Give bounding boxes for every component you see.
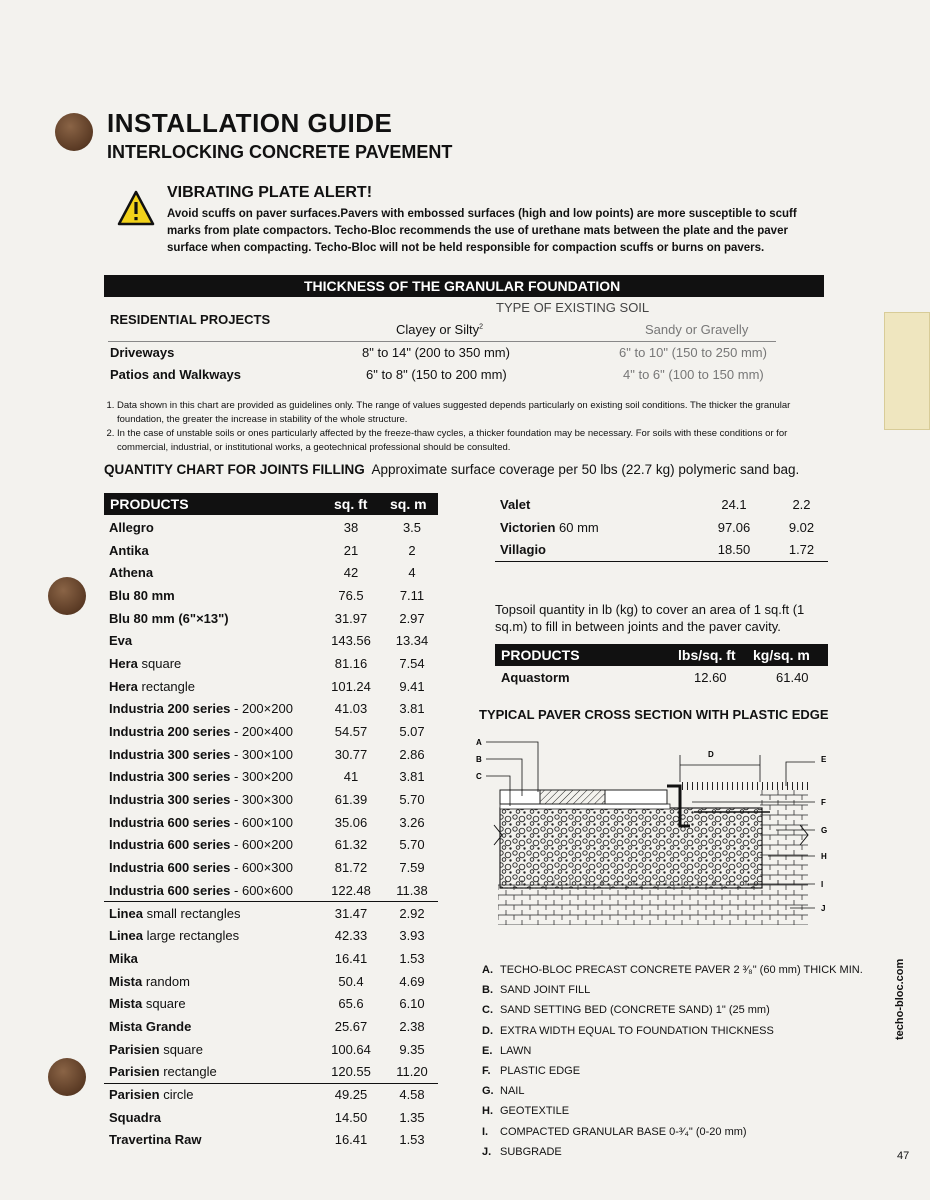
legend-value: TECHO-BLOC PRECAST CONCRETE PAVER 2 ³⁄₈" (60 mm) THICK MIN. bbox=[500, 964, 863, 976]
letter-h: H bbox=[821, 852, 827, 861]
table-row bbox=[104, 516, 438, 539]
sqm-value: 7.59 bbox=[399, 860, 425, 876]
sqft-value: 122.48 bbox=[331, 882, 371, 898]
binder-hole bbox=[48, 1058, 86, 1096]
product-name-bold: Victorien bbox=[500, 519, 556, 535]
legend-item bbox=[482, 1041, 863, 1061]
sqm-value: 3.81 bbox=[399, 769, 425, 785]
letter-j: J bbox=[821, 904, 826, 913]
table-row bbox=[104, 879, 438, 902]
products-header-label: PRODUCTS bbox=[110, 496, 189, 512]
sqm-value: 2.92 bbox=[386, 902, 438, 925]
cross-section-title: TYPICAL PAVER CROSS SECTION WITH PLASTIC EDGE bbox=[479, 707, 829, 722]
quantity-heading-title: QUANTITY CHART FOR JOINTS FILLING bbox=[104, 462, 365, 477]
sqm-value: 5.07 bbox=[399, 724, 425, 740]
foundation-notes bbox=[105, 399, 815, 455]
sqft-value: 31.97 bbox=[334, 610, 368, 626]
product-name-bold: Allegro bbox=[109, 519, 154, 535]
table-row bbox=[104, 1038, 438, 1061]
product-name-bold: Valet bbox=[500, 496, 531, 512]
sqm-value: 5.70 bbox=[399, 837, 425, 853]
driveways-clayey: 8" to 14" (200 to 350 mm) bbox=[362, 345, 510, 360]
product-name bbox=[104, 902, 316, 925]
legend-key: I. bbox=[482, 1125, 489, 1138]
legend-item bbox=[482, 1081, 863, 1101]
sqft-value: 61.39 bbox=[334, 792, 368, 808]
sqft-value: 38 bbox=[343, 519, 359, 535]
product-name bbox=[104, 698, 316, 721]
legend-value: NAIL bbox=[500, 1085, 525, 1098]
sqm-value: 2.97 bbox=[399, 610, 425, 626]
product-name bbox=[104, 675, 316, 698]
sqft-value: 120.55 bbox=[331, 1064, 371, 1080]
legend-item bbox=[482, 980, 863, 1000]
legend-key: D. bbox=[482, 1024, 493, 1037]
sqm-value: 7.54 bbox=[399, 655, 425, 671]
sqm-value: 9.35 bbox=[399, 1041, 425, 1057]
sqm-value: 13.34 bbox=[395, 633, 429, 649]
product-name-variant: square bbox=[142, 996, 186, 1012]
tab-sticker bbox=[884, 312, 930, 430]
residential-heading: RESIDENTIAL PROJECTS bbox=[110, 312, 271, 327]
product-name-bold: Linea bbox=[109, 928, 143, 944]
product-name-variant: rectangle bbox=[137, 678, 196, 694]
driveways-label: Driveways bbox=[110, 345, 175, 360]
quantity-heading-sub: Approximate surface coverage per 50 lbs (22.7 kg) polymeric sand bag. bbox=[371, 462, 800, 477]
table-row bbox=[104, 766, 438, 789]
product-name-variant: square bbox=[137, 655, 182, 671]
product-name bbox=[104, 607, 316, 630]
legend-key: J. bbox=[482, 1145, 492, 1158]
sqm-value: 4.69 bbox=[399, 973, 425, 989]
sqm-value: 2 bbox=[408, 542, 416, 558]
table-row bbox=[104, 584, 438, 607]
product-name-bold: Industria 600 series bbox=[109, 837, 231, 853]
table-row bbox=[104, 675, 438, 698]
product-name-bold: Parisien bbox=[109, 1087, 160, 1103]
table-row bbox=[104, 1129, 438, 1152]
product-name bbox=[104, 584, 316, 607]
legend-value: EXTRA WIDTH EQUAL TO FOUNDATION THICKNESS bbox=[500, 1024, 774, 1037]
lbs-header: lbs/sq. ft bbox=[678, 647, 736, 663]
sqft-value: 24.1 bbox=[721, 496, 747, 512]
product-name-bold: Hera bbox=[109, 678, 138, 694]
letter-e: E bbox=[821, 755, 827, 764]
sqft-value: 100.64 bbox=[331, 1041, 371, 1057]
table-row bbox=[104, 924, 438, 947]
product-name-variant: rectangle bbox=[159, 1064, 217, 1080]
products-header bbox=[104, 493, 438, 515]
foundation-bar-title: THICKNESS OF THE GRANULAR FOUNDATION bbox=[304, 278, 621, 294]
table-row bbox=[104, 788, 438, 811]
note-1: 1. Data shown in this chart are provided as guidelines only. The range of values suggested depends particularly on existing soil conditions. The thicker the granular foundation, the greater the increase in stability of the whole structure. bbox=[117, 399, 815, 427]
site-url: techo-bloc.com bbox=[894, 958, 906, 1040]
product-name bbox=[104, 720, 316, 743]
product-name-variant: random bbox=[142, 973, 190, 989]
cross-section-diagram bbox=[470, 730, 840, 945]
sqm-value: 3.26 bbox=[399, 814, 425, 830]
legend-key: F. bbox=[482, 1065, 491, 1078]
letter-d: D bbox=[708, 750, 714, 759]
sqm-value: 9.41 bbox=[399, 678, 425, 694]
product-name-variant: - 200×200 bbox=[230, 701, 293, 717]
product-name bbox=[104, 629, 316, 652]
alert-text: Avoid scuffs on paver surfaces.Pavers with embossed surfaces (high and low points) are more susceptible to scuff marks from plate compactors. Techo-Bloc recommends the use of urethane mats between the plate and the paver surface when compacting. Techo-Bloc will not be held responsible for compaction scuffs or burns on pavers. bbox=[167, 208, 797, 254]
product-name bbox=[104, 924, 316, 947]
product-name bbox=[104, 652, 316, 675]
product-name-variant: 60 mm bbox=[555, 519, 599, 535]
table-row bbox=[104, 834, 438, 857]
legend-item bbox=[482, 1000, 863, 1020]
sqm-value: 1.72 bbox=[788, 541, 815, 557]
sqft-value: 81.16 bbox=[334, 655, 368, 671]
product-name-bold: Athena bbox=[109, 565, 154, 581]
sqm-value: 3.93 bbox=[399, 928, 425, 944]
product-name-variant: circle bbox=[159, 1087, 194, 1103]
product-name-bold: Blu 80 mm bbox=[109, 587, 175, 603]
sqft-value: 42 bbox=[343, 565, 359, 581]
table-row bbox=[104, 607, 438, 630]
products-table-continued bbox=[495, 493, 828, 562]
product-name-variant: - 200×400 bbox=[230, 724, 293, 740]
table-row bbox=[104, 902, 438, 925]
patios-sandy: 4" to 6" (100 to 150 mm) bbox=[623, 367, 764, 382]
sqm-value: 11.38 bbox=[396, 882, 428, 898]
product-name bbox=[104, 1106, 316, 1129]
product-name bbox=[104, 1015, 316, 1038]
patios-clayey: 6" to 8" (150 to 200 mm) bbox=[366, 367, 507, 382]
legend-key: A. bbox=[482, 964, 493, 976]
product-name-bold: Antika bbox=[109, 542, 149, 558]
product-name bbox=[104, 992, 316, 1015]
product-name-variant: square bbox=[159, 1041, 203, 1057]
soil-heading: TYPE OF EXISTING SOIL bbox=[496, 300, 650, 315]
table-row bbox=[104, 970, 438, 993]
sqft-value: 97.06 bbox=[717, 519, 751, 535]
product-name bbox=[104, 516, 316, 539]
letter-i: I bbox=[821, 880, 824, 889]
table-row bbox=[104, 743, 438, 766]
legend-key: G. bbox=[482, 1085, 494, 1098]
letter-g: G bbox=[821, 826, 828, 835]
product-name bbox=[104, 970, 316, 993]
sqm-value: 11.20 bbox=[396, 1064, 428, 1080]
sqm-value: 4 bbox=[408, 565, 416, 581]
product-name-bold: Blu 80 mm (6"×13") bbox=[109, 610, 229, 626]
legend-value: PLASTIC EDGE bbox=[500, 1065, 581, 1078]
table-row bbox=[104, 698, 438, 721]
foundation-bar bbox=[104, 275, 824, 297]
product-name bbox=[104, 811, 316, 834]
product-name-variant: - 600×200 bbox=[230, 837, 293, 853]
topsoil-text: Topsoil quantity in lb (kg) to cover an area of 1 sq.ft (1 sq.m) to fill in between joints and the paver cavity. bbox=[495, 602, 805, 634]
sqm-value: 7.11 bbox=[399, 587, 425, 603]
product-name bbox=[104, 788, 316, 811]
table-row bbox=[495, 493, 828, 516]
legend-value: SUBGRADE bbox=[500, 1145, 562, 1158]
sqft-value: 42.33 bbox=[334, 928, 368, 944]
sqft-header: sq. ft bbox=[334, 496, 368, 512]
sqm-header: sq. m bbox=[390, 496, 427, 512]
product-name-bold: Industria 200 series bbox=[109, 724, 231, 740]
patios-label: Patios and Walkways bbox=[110, 367, 242, 382]
product-name bbox=[495, 538, 693, 561]
divider bbox=[108, 341, 776, 342]
sqft-value: 31.47 bbox=[316, 902, 386, 925]
sqft-value: 16.41 bbox=[334, 950, 368, 966]
sqm-value: 1.53 bbox=[399, 950, 425, 966]
col-sandy: Sandy or Gravelly bbox=[645, 322, 749, 337]
sqm-value: 5.70 bbox=[399, 792, 425, 808]
sqft-value: 21 bbox=[343, 542, 359, 558]
sqm-value: 4.58 bbox=[386, 1083, 438, 1106]
product-name-bold: Mista bbox=[109, 996, 143, 1012]
product-name-bold: Linea bbox=[109, 905, 143, 921]
product-name-variant: small rectangles bbox=[142, 905, 241, 921]
product-name-bold: Industria 600 series bbox=[109, 860, 231, 876]
product-name-bold: Squadra bbox=[109, 1109, 162, 1125]
product-name-bold: Hera bbox=[109, 655, 138, 671]
legend-key: H. bbox=[482, 1105, 493, 1118]
topsoil-header bbox=[495, 644, 828, 666]
aquastorm-label: Aquastorm bbox=[501, 670, 570, 685]
product-name bbox=[104, 766, 316, 789]
table-row bbox=[104, 1083, 438, 1106]
sqm-value: 2.2 bbox=[792, 496, 811, 512]
sqft-value: 49.25 bbox=[316, 1083, 386, 1106]
product-name-bold: Industria 300 series bbox=[109, 769, 231, 785]
sqft-value: 30.77 bbox=[334, 746, 368, 762]
sqft-value: 14.50 bbox=[334, 1109, 368, 1125]
sqm-value: 2.86 bbox=[399, 746, 425, 762]
sqft-value: 65.6 bbox=[338, 996, 364, 1012]
sqm-value: 9.02 bbox=[788, 519, 815, 535]
col-clayey-sup: 2 bbox=[479, 323, 483, 331]
aquastorm-kg: 61.40 bbox=[776, 670, 809, 685]
sqft-value: 35.06 bbox=[334, 814, 368, 830]
table-row bbox=[104, 1015, 438, 1038]
letter-c: C bbox=[476, 772, 482, 781]
page-number: 47 bbox=[897, 1150, 910, 1162]
legend-value: COMPACTED GRANULAR BASE 0-³⁄₄" (0-20 mm) bbox=[500, 1125, 747, 1138]
aquastorm-lbs: 12.60 bbox=[694, 670, 727, 685]
product-name-bold: Parisien bbox=[109, 1041, 160, 1057]
table-row bbox=[104, 1106, 438, 1129]
kg-header: kg/sq. m bbox=[753, 647, 810, 663]
product-name bbox=[104, 539, 316, 562]
table-row bbox=[104, 561, 438, 584]
alert-title: VIBRATING PLATE ALERT! bbox=[167, 184, 373, 201]
page-subtitle: INTERLOCKING CONCRETE PAVEMENT bbox=[107, 142, 453, 162]
sqft-value: 18.50 bbox=[717, 541, 751, 557]
product-name-bold: Industria 600 series bbox=[109, 882, 231, 898]
product-name-variant: - 300×200 bbox=[230, 769, 293, 785]
page-title: INSTALLATION GUIDE bbox=[107, 108, 393, 138]
sqft-value: 76.5 bbox=[338, 587, 364, 603]
table-row bbox=[104, 539, 438, 562]
col-clayey-label: Clayey or Silty bbox=[396, 322, 480, 337]
product-name bbox=[104, 1061, 316, 1084]
topsoil-products-label: PRODUCTS bbox=[501, 647, 580, 663]
product-name-bold: Industria 600 series bbox=[109, 814, 231, 830]
letter-a: A bbox=[476, 738, 482, 747]
warning-icon bbox=[117, 189, 155, 227]
sqft-value: 61.32 bbox=[334, 837, 368, 853]
product-name-bold: Eva bbox=[109, 633, 133, 649]
sqm-value: 3.5 bbox=[402, 519, 422, 535]
sqm-value: 6.10 bbox=[399, 996, 425, 1012]
product-name bbox=[104, 947, 316, 970]
table-row bbox=[104, 992, 438, 1015]
product-name bbox=[104, 834, 316, 857]
note-2: 2. In the case of unstable soils or ones particularly affected by the freeze-thaw cycles, a thicker foundation may be necessary. For soils with these conditions or for commercial, industrial, or institutional works, a geotechnical professional should be consulted. bbox=[117, 427, 815, 455]
letter-f: F bbox=[821, 798, 826, 807]
legend-value: SAND JOINT FILL bbox=[500, 984, 591, 997]
product-name bbox=[104, 743, 316, 766]
product-name-variant: - 300×300 bbox=[230, 792, 293, 808]
legend-item bbox=[482, 1122, 863, 1142]
legend-item bbox=[482, 1021, 863, 1041]
product-name-variant: large rectangles bbox=[142, 928, 240, 944]
binder-hole bbox=[55, 113, 93, 151]
product-name-variant: - 600×100 bbox=[230, 814, 293, 830]
product-name bbox=[104, 856, 316, 879]
legend-item bbox=[482, 960, 863, 980]
sqft-value: 41.03 bbox=[334, 701, 368, 717]
sqft-value: 143.56 bbox=[331, 633, 371, 649]
legend-value: GEOTEXTILE bbox=[500, 1105, 570, 1118]
product-name-bold: Mika bbox=[109, 950, 138, 966]
sqm-value: 2.38 bbox=[399, 1018, 425, 1034]
legend-key: B. bbox=[482, 984, 493, 997]
product-name-bold: Industria 200 series bbox=[109, 701, 231, 717]
sqm-value: 1.53 bbox=[399, 1132, 425, 1148]
table-row bbox=[104, 1061, 438, 1084]
sqft-value: 16.41 bbox=[334, 1132, 368, 1148]
driveways-sandy: 6" to 10" (150 to 250 mm) bbox=[619, 345, 767, 360]
sqm-value: 3.81 bbox=[399, 701, 425, 717]
product-name-variant: - 300×100 bbox=[230, 746, 293, 762]
product-name-bold: Villagio bbox=[500, 541, 546, 557]
product-name-variant: - 600×300 bbox=[230, 860, 293, 876]
cross-section-legend bbox=[482, 960, 863, 1162]
product-name-bold: Mista Grande bbox=[109, 1018, 192, 1034]
legend-item bbox=[482, 1101, 863, 1121]
table-row bbox=[104, 947, 438, 970]
table-row bbox=[104, 652, 438, 675]
table-row bbox=[104, 629, 438, 652]
table-row bbox=[495, 538, 828, 561]
product-name-bold: Mista bbox=[109, 973, 143, 989]
letter-b: B bbox=[476, 755, 482, 764]
product-name bbox=[104, 879, 316, 902]
products-table bbox=[104, 516, 438, 1151]
product-name bbox=[104, 1129, 316, 1152]
sqft-value: 54.57 bbox=[334, 724, 368, 740]
table-row bbox=[104, 720, 438, 743]
product-name-bold: Industria 300 series bbox=[109, 746, 231, 762]
table-row bbox=[495, 516, 828, 539]
product-name bbox=[495, 516, 693, 539]
legend-item bbox=[482, 1061, 863, 1081]
sqft-value: 81.72 bbox=[334, 860, 368, 876]
sqft-value: 50.4 bbox=[338, 973, 364, 989]
product-name-variant: - 600×600 bbox=[230, 882, 293, 898]
sqft-value: 101.24 bbox=[331, 678, 371, 694]
binder-hole bbox=[48, 577, 86, 615]
product-name bbox=[104, 1083, 316, 1106]
quantity-heading bbox=[104, 462, 799, 477]
legend-value: LAWN bbox=[500, 1044, 532, 1057]
table-row bbox=[104, 856, 438, 879]
col-clayey bbox=[396, 322, 483, 337]
product-name bbox=[104, 561, 316, 584]
product-name-bold: Travertina Raw bbox=[109, 1132, 202, 1148]
sqm-value: 1.35 bbox=[399, 1109, 425, 1125]
product-name bbox=[104, 1038, 316, 1061]
legend-key: C. bbox=[482, 1004, 493, 1017]
legend-value: SAND SETTING BED (CONCRETE SAND) 1" (25 mm) bbox=[500, 1004, 770, 1017]
sqft-value: 25.67 bbox=[334, 1018, 368, 1034]
product-name-bold: Industria 300 series bbox=[109, 792, 231, 808]
legend-key: E. bbox=[482, 1044, 493, 1057]
product-name bbox=[495, 493, 693, 516]
sqft-value: 41 bbox=[343, 769, 359, 785]
legend-item bbox=[482, 1142, 863, 1162]
table-row bbox=[104, 811, 438, 834]
product-name-bold: Parisien bbox=[109, 1064, 160, 1080]
